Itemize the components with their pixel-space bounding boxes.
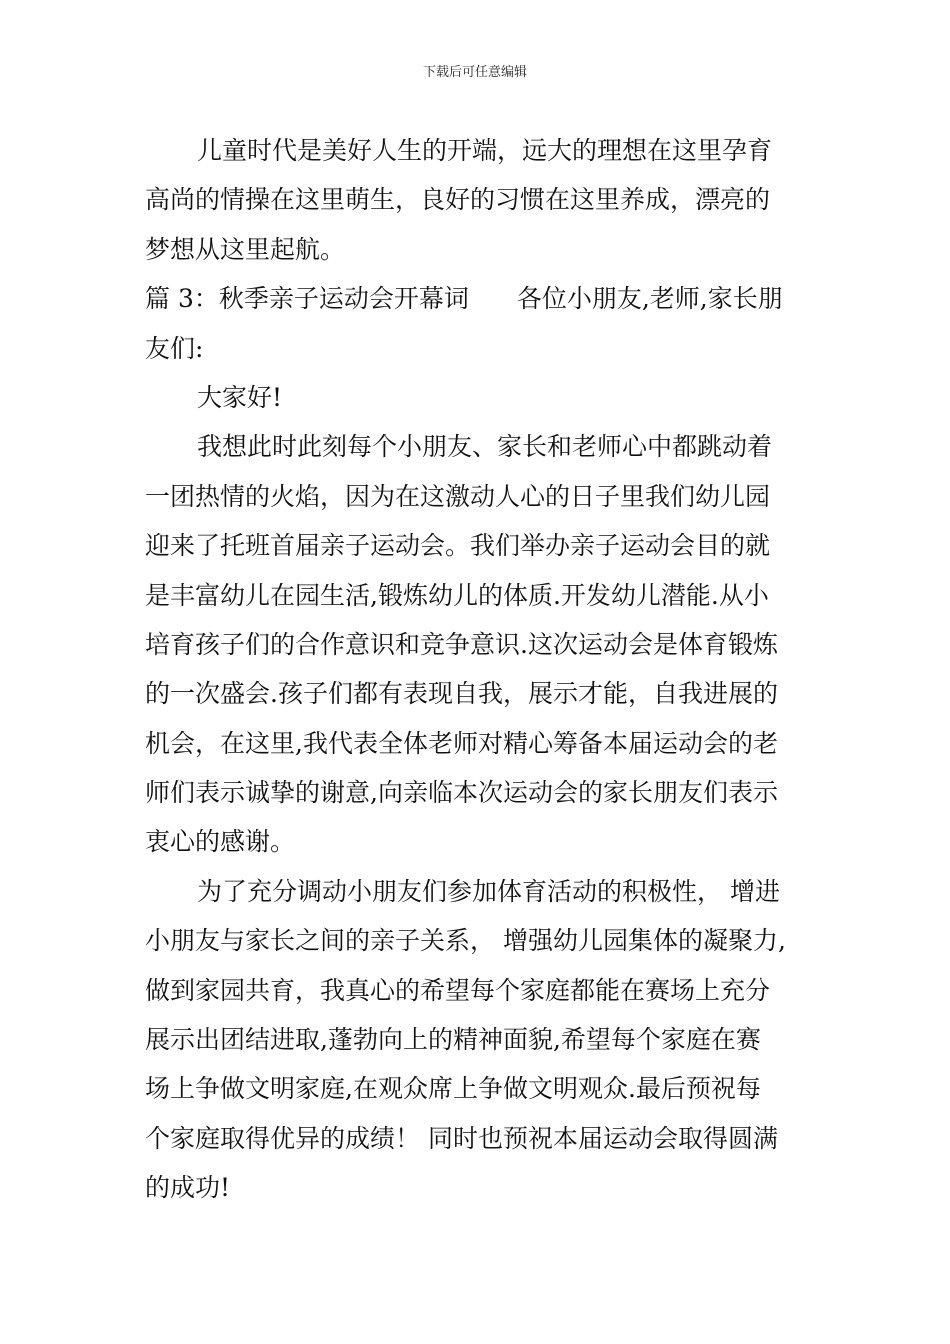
section-heading: 篇 3：秋季亲子运动会开幕词: [145, 284, 469, 314]
text-line: 衷心的感谢。: [145, 827, 296, 857]
text-line: 展示出团结进取,蓬勃向上的精神面貌,希望每个家庭在赛: [145, 1025, 761, 1055]
text-line: 机会，在这里,我代表全体老师对精心筹备本届运动会的老: [145, 728, 778, 758]
text-line: 高尚的情操在这里萌生，良好的习惯在这里养成，漂亮的: [145, 185, 771, 215]
page-header: 下载后可任意编辑: [422, 65, 527, 80]
greeting-text: 各位小朋友,老师,家长朋: [516, 284, 783, 314]
text-line: 我想此时此刻每个小朋友、家长和老师心中都跳动着: [197, 432, 773, 462]
text-line: 做到家园共育，我真心的希望每个家庭都能在赛场上充分: [145, 975, 771, 1005]
section-heading-line: [145, 274, 805, 323]
document-body: [145, 126, 805, 1213]
text-line: 场上争做文明家庭,在观众席上争做文明观众.最后预祝每: [145, 1074, 761, 1104]
text-line: 友们:: [145, 333, 204, 363]
text-line: 迎来了托班首届亲子运动会。我们举办亲子运动会目的就: [145, 531, 771, 561]
text-line: 为了充分调动小朋友们参加体育活动的积极性， 增进: [197, 876, 780, 906]
text-line: 是丰富幼儿在园生活,锻炼幼儿的体质.开发幼儿潜能.从小: [145, 580, 769, 610]
text-line: 的成功!: [145, 1173, 231, 1203]
text-line: 儿童时代是美好人生的开端，远大的理想在这里孕育: [197, 136, 773, 165]
text-line: 个家庭取得优异的成绩！ 同时也预祝本届运动会取得圆满: [145, 1123, 778, 1153]
text-line: 的一次盛会.孩子们都有表现自我，展示才能，自我进展的: [145, 679, 778, 709]
text-line: 一团热情的火焰，因为在这激动人心的日子里我们幼儿园: [145, 481, 771, 511]
text-line: 小朋友与家长之间的亲子关系， 增强幼儿园集体的凝聚力,: [145, 926, 786, 956]
text-line: 梦想从这里起航。: [145, 234, 346, 264]
text-line: 师们表示诚挚的谢意,向亲临本次运动会的家长朋友们表示: [145, 778, 778, 808]
text-line: 大家好!: [197, 382, 283, 412]
text-line: 培育孩子们的合作意识和竞争意识.这次运动会是体育锻炼: [145, 629, 778, 659]
